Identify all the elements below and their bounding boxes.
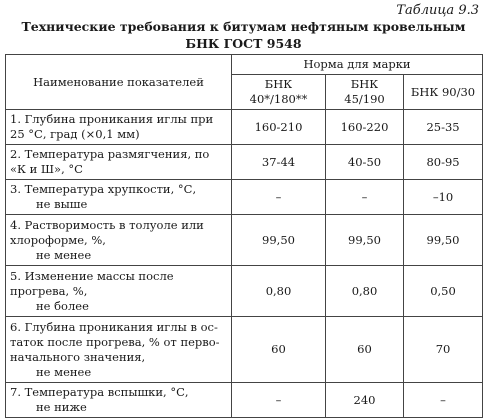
value-cell: 0,80 [326, 266, 404, 317]
table-row [6, 215, 483, 266]
indicator-cell: 3. Температура хрупкости, °С, не выше [6, 180, 232, 215]
indicator-cell: 5. Изменение массы после прогрева, %, не более [6, 266, 232, 317]
table-row [6, 266, 483, 317]
table-number: Таблица 9.3 [396, 3, 479, 18]
indicator-cell: 1. Глубина проникания иглы при 25 °С, град (×0,1 мм) [6, 110, 232, 145]
value-cell: 0,50 [404, 266, 483, 317]
value-cell: –10 [404, 180, 483, 215]
brand-header: БНК 40*/180** [232, 75, 326, 110]
header-row [6, 55, 483, 75]
value-cell: 99,50 [232, 215, 326, 266]
indicator-cell: 4. Растворимость в толуоле или хлороформе, %, не менее [6, 215, 232, 266]
value-cell: 70 [404, 317, 483, 383]
requirements-table [5, 54, 483, 418]
table-title [0, 18, 487, 52]
indicator-cell: 6. Глубина проникания иглы в ос- таток после прогрева, % от перво- начального значения, не менее [6, 317, 232, 383]
value-cell: 240 [326, 383, 404, 418]
norm-header: Норма для марки [232, 55, 483, 75]
value-cell: 99,50 [404, 215, 483, 266]
title-line-2: БНК ГОСТ 9548 [185, 36, 302, 51]
value-cell: – [326, 180, 404, 215]
indicator-cell: 7. Температура вспышки, °С, не ниже [6, 383, 232, 418]
indicator-header: Наименование показателей [6, 55, 232, 110]
value-cell: 99,50 [326, 215, 404, 266]
title-line-1: Технические требования к битумам нефтяным кровельным [21, 19, 466, 34]
brand-header: БНК 45/190 [326, 75, 404, 110]
value-cell: 40-50 [326, 145, 404, 180]
value-cell: 160-220 [326, 110, 404, 145]
value-cell: 37-44 [232, 145, 326, 180]
value-cell: 0,80 [232, 266, 326, 317]
table-row [6, 145, 483, 180]
table-row [6, 180, 483, 215]
table-row [6, 110, 483, 145]
table-row [6, 383, 483, 418]
table-row [6, 317, 483, 383]
value-cell: 60 [232, 317, 326, 383]
value-cell: 160-210 [232, 110, 326, 145]
value-cell: – [232, 383, 326, 418]
value-cell: 60 [326, 317, 404, 383]
brand-header: БНК 90/30 [404, 75, 483, 110]
indicator-cell: 2. Температура размягчения, по «К и Ш», °С [6, 145, 232, 180]
value-cell: – [232, 180, 326, 215]
value-cell: – [404, 383, 483, 418]
value-cell: 25-35 [404, 110, 483, 145]
value-cell: 80-95 [404, 145, 483, 180]
